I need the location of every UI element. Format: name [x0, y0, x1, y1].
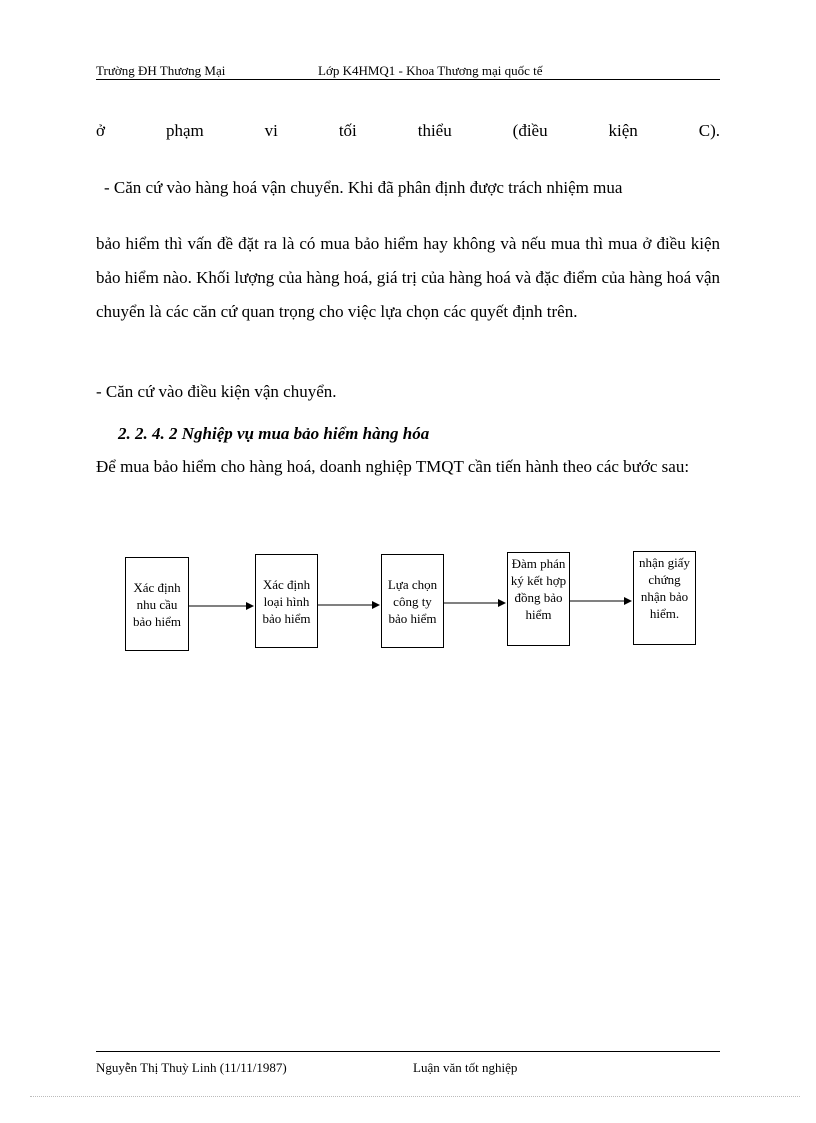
flow-step-1: Xác định nhu cầu bảo hiểm — [125, 557, 189, 651]
paragraph-goods: - Căn cứ vào hàng hoá vận chuyển. Khi đã phân định được trách nhiệm mua — [104, 178, 623, 197]
flow-step-2: Xác định loại hình bảo hiểm — [255, 554, 318, 648]
word: phạm — [165, 121, 204, 140]
justified-line — [96, 114, 720, 148]
flow-step-3: Lựa chọn công ty bảo hiểm — [381, 554, 444, 648]
footer-author: Nguyễn Thị Thuỳ Linh (11/11/1987) — [96, 1060, 287, 1075]
word: ở — [96, 121, 105, 140]
word: vi — [264, 121, 278, 140]
header-rule — [96, 79, 720, 80]
word: kiện — [608, 121, 638, 140]
page-edge-dots — [30, 1096, 800, 1097]
word: thiểu — [417, 121, 452, 140]
paragraph-insurance: bảo hiểm thì vấn đề đặt ra là có mua bảo hiểm hay không và nếu mua thì mua ở điều kiện bảo hiểm nào. Khối lượng của hàng hoá, giá trị của hàng hoá và đặc điểm của hàng hoá vận chuyển là các căn cứ quan trọng cho việc lựa chọn các quyết định trên. — [96, 234, 720, 321]
paragraph-transport: - Căn cứ vào điều kiện vận chuyển. — [96, 382, 337, 401]
paragraph-steps: Để mua bảo hiểm cho hàng hoá, doanh nghiệp TMQT cần tiến hành theo các bước sau: — [96, 457, 690, 476]
footer-title: Luận văn tốt nghiệp — [413, 1060, 518, 1075]
word: tối — [338, 121, 357, 140]
word: (điều — [512, 121, 548, 140]
header-school: Trường ĐH Thương Mại — [96, 63, 226, 78]
word: C). — [698, 121, 720, 140]
flowchart — [0, 540, 816, 670]
flow-step-4: Đàm phán ký kết hợp đồng bảo hiểm — [507, 552, 570, 646]
section-heading: 2. 2. 4. 2 Nghiệp vụ mua bảo hiểm hàng hóa — [118, 424, 430, 443]
flow-step-5: nhận giấy chứng nhận bảo hiểm. — [633, 551, 696, 645]
header-class: Lớp K4HMQ1 - Khoa Thương mại quốc tế — [318, 63, 543, 78]
footer-rule — [96, 1051, 720, 1052]
